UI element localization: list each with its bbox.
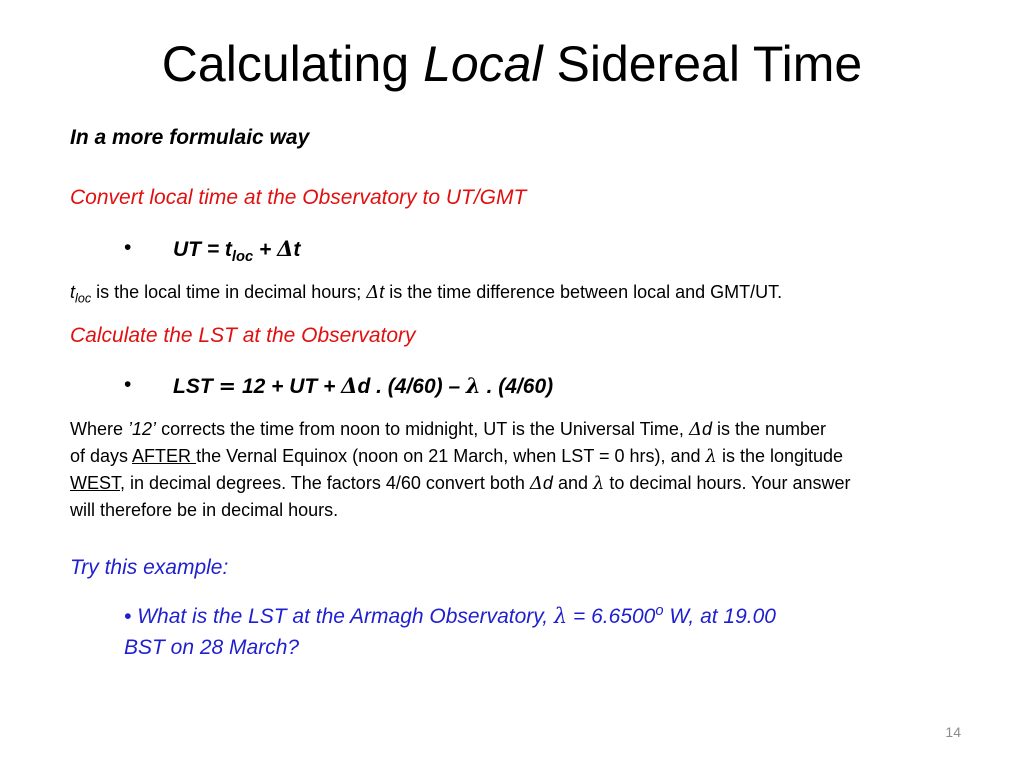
p2-after: AFTER: [132, 446, 197, 466]
q-b: = 6.6500: [567, 605, 656, 628]
question-line-1: [124, 603, 776, 629]
title-end: Sidereal Time: [542, 36, 863, 92]
eq2-a: LST: [173, 375, 219, 398]
delta-symbol: Δ: [277, 236, 294, 261]
subtitle: In a more formulaic way: [70, 126, 310, 149]
bullet-2: •: [124, 373, 132, 396]
lambda-symbol: λ: [705, 446, 717, 467]
slide-title: [0, 32, 1024, 96]
eq1-c: t: [293, 238, 301, 261]
def1-sub: loc: [75, 291, 92, 306]
step-1-heading: Convert local time at the Observatory to UT/GMT: [70, 186, 527, 209]
p3-d: d: [542, 473, 553, 493]
equation-ut: [173, 236, 300, 265]
equals-symbol: =: [218, 373, 237, 398]
p1-c: is the number: [711, 419, 827, 439]
q-bullet: •: [124, 605, 132, 628]
p2-b: the Vernal Equinox (noon on 21 March, when LST = 0 hrs), and: [196, 446, 706, 466]
title-italic: Local: [423, 36, 543, 92]
delta-symbol: Δ: [529, 473, 543, 494]
equation-lst: [173, 373, 553, 399]
degree-superscript: o: [655, 603, 664, 619]
q-a: What is the LST at the Armagh Observatory,: [137, 605, 554, 628]
p3-b: and: [552, 473, 593, 493]
eq1-b: +: [253, 238, 278, 261]
lambda-symbol: λ: [466, 373, 481, 398]
delta-symbol: Δ: [341, 373, 358, 398]
p2-a: of days: [70, 446, 133, 466]
para-line-1: [70, 416, 826, 443]
delta-symbol: Δ: [366, 282, 380, 303]
p1-d: d: [701, 419, 712, 439]
lambda-symbol: λ: [553, 604, 568, 628]
eq1-sub: loc: [231, 249, 254, 266]
p1-a: Where: [70, 419, 129, 439]
def1-a: is the local time in decimal hours;: [91, 282, 367, 302]
def1-b: is the time difference between local and GMT/UT.: [384, 282, 783, 302]
def1-t: t: [70, 282, 76, 302]
lambda-symbol: λ: [592, 473, 605, 494]
p1-b: corrects the time from noon to midnight, UT is the Universal Time,: [156, 419, 689, 439]
definition-tloc: [70, 282, 782, 306]
para-line-2: [70, 443, 843, 470]
page-number: 14: [945, 724, 961, 740]
eq2-b: 12 + UT +: [236, 375, 342, 398]
bullet-1: •: [124, 236, 132, 259]
p3-a: , in decimal degrees. The factors 4/60 convert both: [120, 473, 530, 493]
q-c: W, at 19.00: [663, 605, 776, 628]
delta-symbol: Δ: [688, 419, 702, 440]
eq2-c: d . (4/60) –: [357, 375, 467, 398]
step-2-heading: Calculate the LST at the Observatory: [70, 324, 416, 347]
para-line-3: [70, 470, 851, 497]
def1-t2: t: [379, 282, 385, 302]
question-line-2: BST on 28 March?: [124, 636, 300, 659]
eq2-d: . (4/60): [480, 375, 554, 398]
p1-q: ’12’: [128, 419, 157, 439]
eq1-a: UT = t: [173, 238, 232, 261]
try-example-heading: Try this example:: [70, 556, 229, 579]
p3-west: WEST: [70, 473, 121, 493]
para-line-4: will therefore be in decimal hours.: [70, 500, 339, 520]
p2-c: is the longitude: [716, 446, 844, 466]
title-start: Calculating: [161, 36, 424, 92]
p3-c: to decimal hours. Your answer: [604, 473, 851, 493]
